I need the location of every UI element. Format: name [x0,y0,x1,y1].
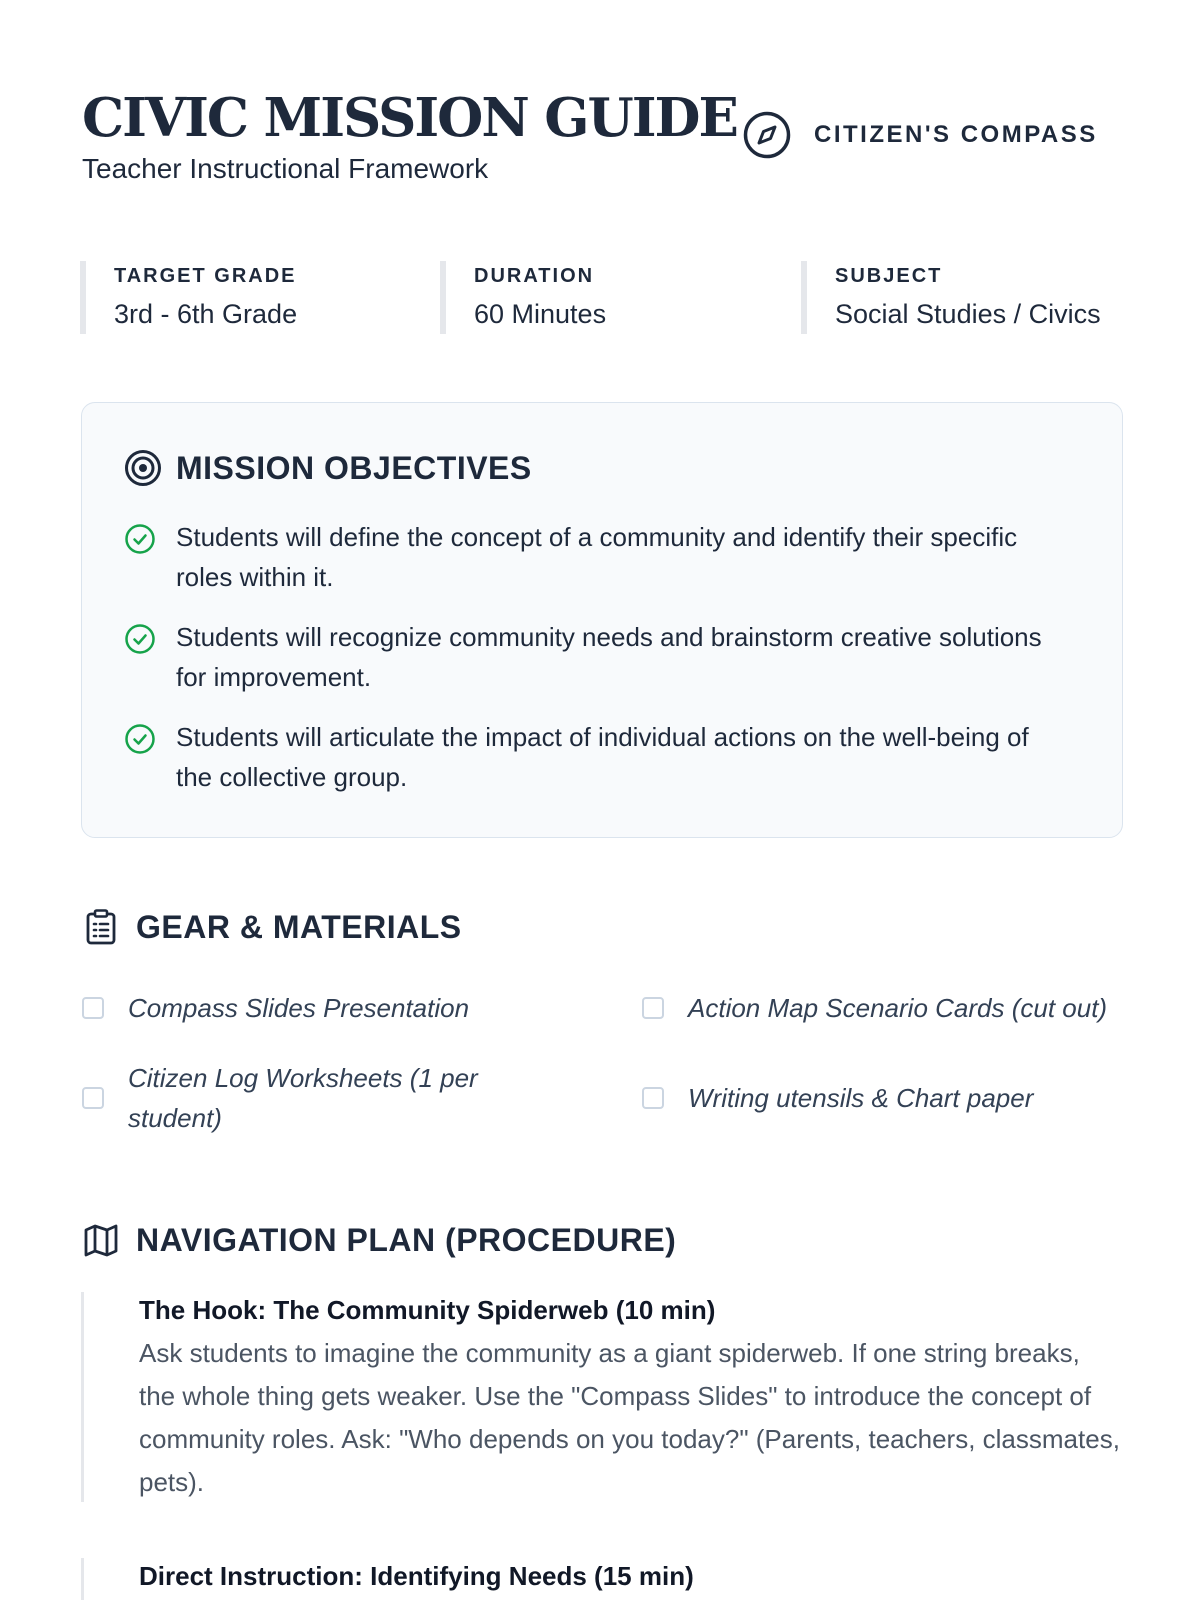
meta-target-grade [80,261,410,334]
step-body: Ask students to imagine the community as a giant spiderweb. If one string breaks, the whole thing gets weaker. Use the "Compass Slides" to introduce the concept of community roles. Ask: "Who depends on you today?" (Parents, teachers, classmates, pets). [139,1338,1120,1497]
objective-item [124,517,1064,597]
material-label: Compass Slides Presentation [128,993,470,1023]
section-title: NAVIGATION PLAN (PROCEDURE) [136,1221,677,1258]
page-header [82,84,1122,194]
material-checkbox[interactable] [642,997,664,1019]
material-label: Citizen Log Worksheets (1 per student) [128,1063,478,1133]
target-icon [124,449,162,487]
material-item[interactable] [82,1050,542,1146]
step-title: Direct Instruction: Identifying Needs (15 min) [139,1561,694,1591]
page-title: CIVIC MISSION GUIDE [82,87,737,149]
meta-value: 3rd - 6th Grade [114,299,298,329]
check-circle-icon [124,523,156,555]
lesson-meta [0,261,1200,334]
objectives-heading [124,449,532,487]
meta-value: 60 Minutes [474,299,607,329]
objective-text: Students will define the concept of a community and identify their specific roles within it. [176,522,1018,592]
procedure-step [81,1558,1121,1600]
brand-name: CITIZEN'S COMPASS [814,121,1098,148]
brand [742,108,1098,162]
meta-value: Social Studies / Civics [835,299,1101,329]
map-icon [82,1221,120,1259]
materials-list [82,980,1122,1160]
meta-label: TARGET GRADE [114,265,297,287]
page-subtitle: Teacher Instructional Framework [82,153,489,184]
material-item[interactable] [642,960,1112,1056]
clipboard-icon [82,908,120,946]
procedure-step [81,1292,1121,1502]
meta-label: SUBJECT [835,265,943,287]
meta-duration [440,261,770,334]
material-label: Action Map Scenario Cards (cut out) [688,993,1108,1023]
meta-label: DURATION [474,265,595,287]
section-title: GEAR & MATERIALS [136,908,462,945]
material-label: Writing utensils & Chart paper [688,1083,1034,1113]
material-item[interactable] [642,1070,1112,1126]
material-checkbox[interactable] [82,997,104,1019]
check-circle-icon [124,623,156,655]
material-item[interactable] [82,980,542,1036]
objectives-list [124,517,1064,817]
procedure-heading [82,1221,676,1259]
material-checkbox[interactable] [82,1087,104,1109]
objective-text: Students will articulate the impact of individual actions on the well-being of the collective group. [176,722,1029,792]
meta-subject [801,261,1131,334]
material-checkbox[interactable] [642,1087,664,1109]
section-title: MISSION OBJECTIVES [176,449,532,486]
step-title: The Hook: The Community Spiderweb (10 min) [139,1295,716,1325]
check-circle-icon [124,723,156,755]
objective-text: Students will recognize community needs and brainstorm creative solutions for improvement. [176,622,1042,692]
compass-icon [742,110,792,160]
objective-item [124,717,1064,797]
materials-heading [82,908,462,946]
objective-item [124,617,1064,697]
objectives-card [81,402,1123,838]
